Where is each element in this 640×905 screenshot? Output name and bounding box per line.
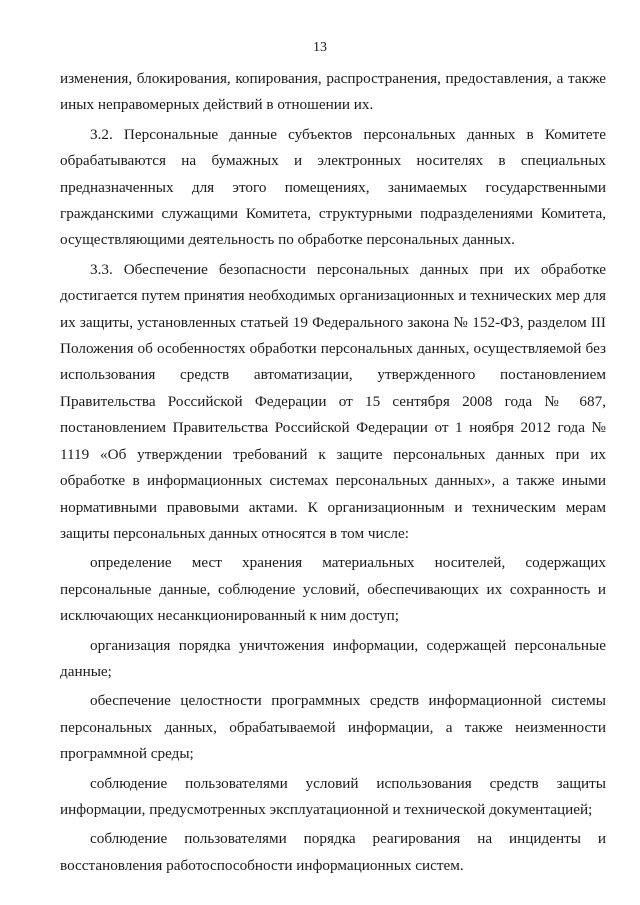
- paragraph-3-2: 3.2. Персональные данные субъектов персональных данных в Комитете обрабатываются на бумажных и электронных носителях в специальных предназначенных для этого помещениях, занимаемых государственными гражданскими служащими Комитета, структурными подразделениями Комитета, осуществляющими деятельность по обработке персональных данных.: [60, 125, 606, 249]
- list-item-software-integrity: обеспечение целостности программных средств информационной системы персональных данных, обрабатываемой информации, а также неизменности программной среды;: [60, 692, 606, 763]
- list-item-destruction-procedure: организация порядка уничтожения информации, содержащей персональные данные;: [60, 636, 606, 680]
- list-item-incident-response: соблюдение пользователями порядка реагирования на инциденты и восстановления работоспособности информационных систем.: [60, 830, 606, 874]
- paragraph-continuation: изменения, блокирования, копирования, распространения, предоставления, а также иных неправомерных действий в отношении их.: [60, 70, 606, 114]
- list-item-protection-tools-usage: соблюдение пользователями условий использования средств защиты информации, предусмотренных эксплуатационной и технической документацией;: [60, 774, 606, 818]
- page-number: 13: [313, 40, 327, 55]
- paragraph-3-3: 3.3. Обеспечение безопасности персональных данных при их обработке достигается путем принятия необходимых организационных и технических мер для их защиты, установленных статьей 19 Федерального закона № 152-ФЗ, разделом III Положения об особенностях обработки персональных данных, осуществляемой без использования средств автоматизации, утвержденного постановлением Правительства Российской Федерации от 15 сентября 2008 года № 687, постановлением Правительства Российской Федерации от 1 ноября 2012 года № 1119 «Об утверждении требований к защите персональных данных при их обработке в информационных системах персональных данных», а также иными нормативными правовыми актами. К организационным и техническим мерам защиты персональных данных относятся в том числе:: [60, 260, 606, 542]
- list-item-storage-locations: определение мест хранения материальных носителей, содержащих персональные данные, соблюдение условий, обеспечивающих их сохранность и исключающих несанкционированный к ним доступ;: [60, 554, 606, 625]
- document-body: [60, 66, 606, 882]
